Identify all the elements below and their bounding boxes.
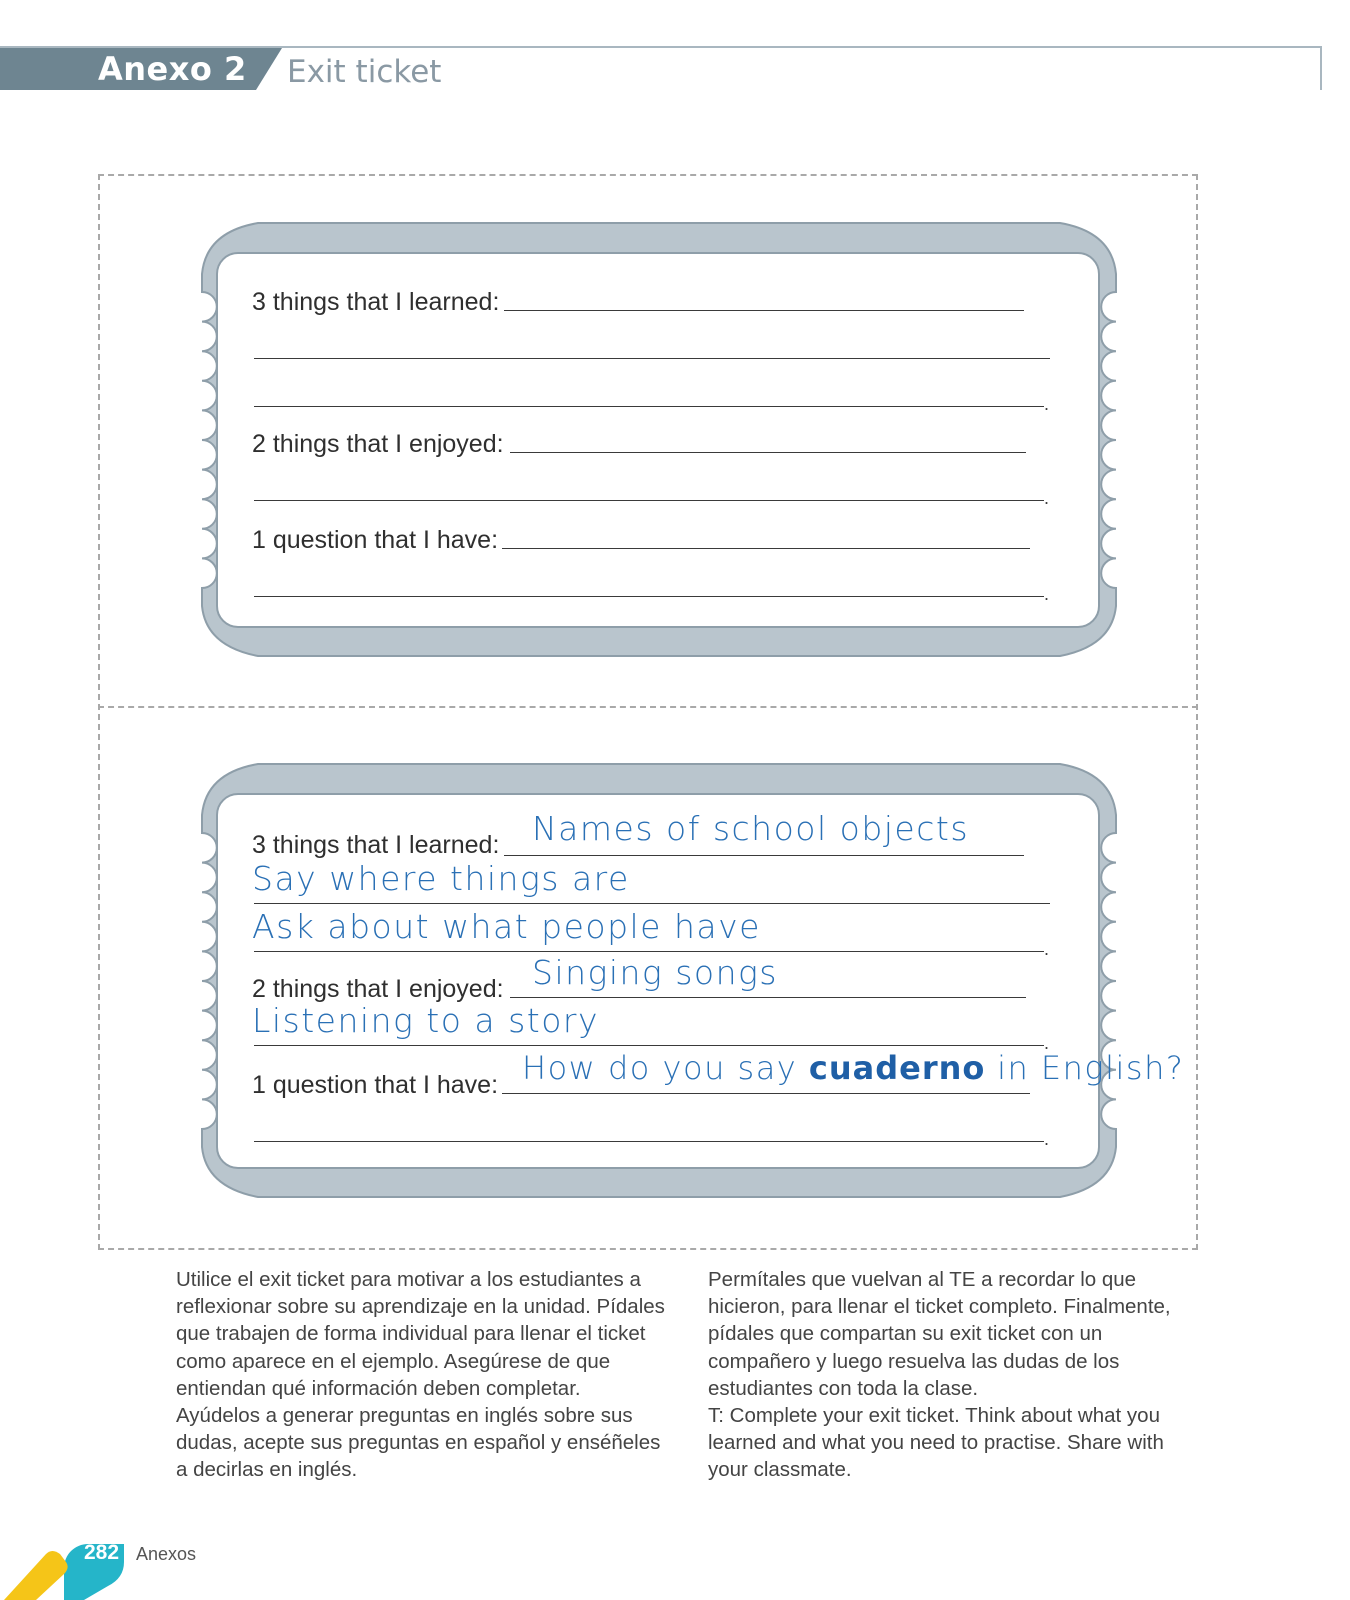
question-text-after: in English?: [997, 1049, 1185, 1087]
ticket-card: [216, 793, 1185, 1169]
instructions-paragraph: Utilice el exit ticket para motivar a los estudiantes a reflexionar sobre su aprendizaje en la unidad. Pídales que trabajen de forma individual para llenar el ticket como aparece en el ejemplo. Asegúrese de que entiendan qué información deben completar. Ayúdelos a generar preguntas en inglés sobre sus dudas, acepte sus preguntas en español y enséñeles a decirlas en inglés.: [176, 1268, 665, 1482]
header-rule-end: [1320, 46, 1322, 90]
question-label: 1 question that I have:: [252, 1071, 499, 1099]
enjoyed-label: 2 things that I enjoyed:: [252, 430, 504, 458]
line-end-dot: .: [1044, 1129, 1050, 1149]
line-end-dot: .: [1044, 584, 1050, 604]
cut-line: [98, 706, 1198, 708]
page-title: Exit ticket: [287, 54, 442, 90]
exit-ticket-blank: [158, 222, 1160, 658]
answer-line: [502, 548, 1030, 549]
answer-line: [254, 903, 1050, 904]
line-end-dot: .: [1044, 394, 1050, 414]
answer-line: [254, 596, 1044, 597]
answer-line: [254, 1141, 1044, 1142]
instructions-left: [176, 1266, 668, 1484]
line-end-dot: .: [1044, 1033, 1050, 1053]
answer-line: [504, 310, 1024, 311]
answer-line: [504, 855, 1024, 856]
question-label: 1 question that I have:: [252, 526, 499, 554]
answer-line: [510, 997, 1026, 998]
handwritten-answer: Names of school objects: [532, 809, 970, 848]
enjoyed-label: 2 things that I enjoyed:: [252, 975, 504, 1003]
line-end-dot: .: [1044, 488, 1050, 508]
answer-line: [254, 358, 1050, 359]
page-number: 282: [84, 1541, 120, 1564]
exit-ticket-example: [158, 763, 1185, 1199]
line-end-dot: .: [1044, 939, 1050, 959]
answer-line: [254, 406, 1044, 407]
annex-label: Anexo 2: [98, 50, 247, 88]
instructions-paragraph: Permítales que vuelvan al TE a recordar lo que hicieron, para llenar el ticket completo. Finalmente, pídales que compartan su exit ticket con un compañero y luego resuelva las dudas de los estudiantes con toda la clase.: [708, 1268, 1171, 1400]
answer-line: [502, 1093, 1030, 1094]
ticket-card: [216, 252, 1100, 628]
question-emphasis: cuaderno: [808, 1049, 986, 1087]
handwritten-answer: Singing songs: [532, 953, 779, 992]
question-text-before: How do you say: [522, 1049, 798, 1087]
section-name: Anexos: [136, 1544, 197, 1564]
answer-line: [254, 951, 1044, 952]
learned-label: 3 things that I learned:: [252, 288, 500, 316]
answer-line: [510, 452, 1026, 453]
answer-line: [254, 500, 1044, 501]
handwritten-answer: Say where things are: [252, 859, 630, 898]
learned-label: 3 things that I learned:: [252, 831, 500, 859]
handwritten-answer: Ask about what people have: [252, 907, 761, 946]
teacher-prompt: T: Complete your exit ticket. Think about what you learned and what you need to practise. Share with your classmate.: [708, 1404, 1164, 1482]
handwritten-question: [522, 1049, 1184, 1087]
answer-line: [254, 1045, 1044, 1046]
instructions-right: [708, 1266, 1200, 1484]
handwritten-answer: Listening to a story: [252, 1001, 600, 1040]
